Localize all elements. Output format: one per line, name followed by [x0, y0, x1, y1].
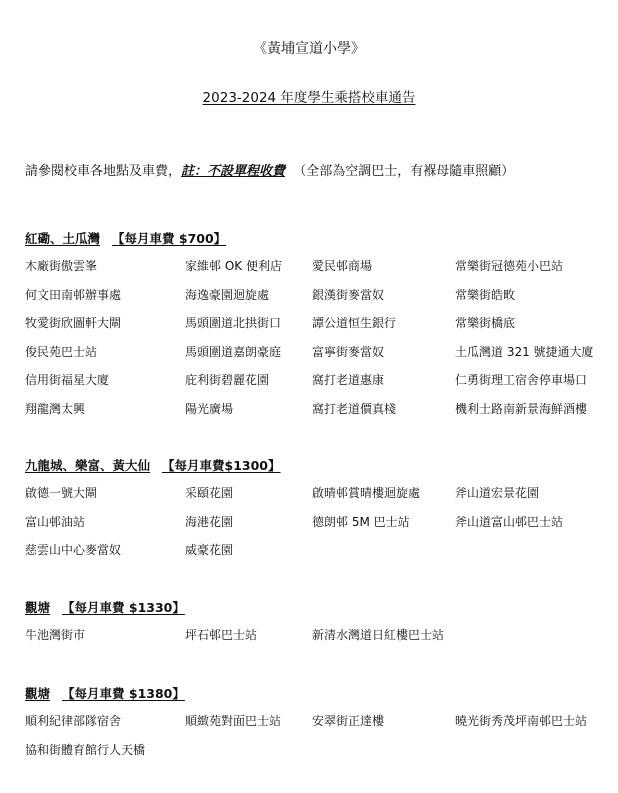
section-heading [25, 685, 610, 703]
section-fare: 【每月車費 $1330】 [62, 600, 185, 615]
stop-item: 庇利街碧麗花園 [185, 373, 270, 387]
section-area: 紅磡、土瓜灣 [25, 231, 101, 246]
section-fare: 【每月車費$1300】 [162, 458, 281, 473]
stop-item: 愛民邨商場 [312, 259, 373, 273]
stop-item: 斧山道宏景花園 [455, 486, 540, 500]
section-heading [25, 599, 610, 617]
stop-item: 安翠街正達樓 [312, 714, 385, 728]
stop-item: 啟德一號大閘 [25, 486, 98, 500]
intro-note: 註：不設單程收費 [181, 164, 286, 179]
stop-item: 何文田南邨辦事處 [25, 287, 122, 302]
section-heading [25, 457, 610, 475]
stop-item: 慈雲山中心麥當奴 [25, 543, 122, 557]
stop-item: 機利士路南新景海鮮酒樓 [455, 401, 588, 416]
stop-item: 協和街體育館行人天橋 [25, 742, 146, 757]
stop-item: 常樂街冠德苑小巴站 [455, 259, 564, 273]
stop-item: 銀漢街麥當奴 [312, 287, 385, 302]
stop-item: 德朗邨 5M 巴士站 [312, 514, 410, 529]
stop-item: 順利紀律部隊宿舍 [25, 714, 122, 728]
stop-grid [25, 713, 610, 770]
fare-section [25, 685, 610, 770]
stop-item: 木廠街傲雲峯 [25, 259, 98, 273]
stop-item: 譚公道恒生銀行 [312, 316, 397, 330]
stop-item: 仁勇街理工宿舍停車場口 [455, 373, 588, 387]
stop-item: 富山邨油站 [25, 514, 86, 529]
fare-section [25, 230, 610, 429]
intro-text: 請參閱校車各地點及車費， [25, 164, 182, 179]
stop-item: 順緻苑對面巴士站 [185, 714, 282, 728]
stop-item: 斧山道富山邨巴士站 [455, 514, 564, 529]
stop-item: 常樂街橋底 [455, 316, 516, 330]
stop-item: 翔龍灣太興 [25, 401, 86, 416]
stop-item: 馬頭圍道北拱街口 [185, 316, 282, 330]
stop-item: 牧愛街欣圖軒大閘 [25, 316, 122, 330]
stop-item: 陽光廣場 [185, 401, 234, 416]
section-area: 觀塘 [25, 686, 51, 701]
section-fare: 【每月車費 $1380】 [62, 686, 185, 701]
fare-section [25, 599, 610, 656]
stop-item: 窩打老道價真棧 [312, 401, 397, 416]
intro-remark: （全部為空調巴士，有褓母隨車照顧） [293, 164, 515, 179]
stop-item: 馬頭圍道嘉朗豪庭 [185, 344, 282, 359]
stop-item: 曉光街秀茂坪南邨巴士站 [455, 714, 588, 728]
stop-item: 啟晴邨賞晴樓迴旋處 [312, 486, 421, 500]
stop-item: 新清水灣道日紅樓巴士站 [312, 628, 445, 642]
stop-item: 海港花園 [185, 514, 234, 529]
notice-title [0, 89, 618, 107]
stop-item: 牛池灣街市 [25, 628, 86, 642]
school-name: 《黃埔宣道小學》 [253, 41, 365, 57]
section-area: 觀塘 [25, 600, 51, 615]
stop-grid [25, 627, 610, 656]
stop-item: 富寧街麥當奴 [312, 344, 385, 359]
stop-grid [25, 258, 610, 429]
stop-item: 家維邨 OK 便利店 [185, 259, 282, 273]
stop-grid [25, 485, 610, 571]
section-heading [25, 230, 610, 248]
intro-paragraph [25, 163, 514, 181]
notice-title-text: 2023-2024 年度學生乘搭校車通告 [202, 90, 416, 106]
fare-section [25, 457, 610, 571]
section-area: 九龍城、樂富、黃大仙 [25, 458, 151, 473]
stop-item: 采頤花園 [185, 486, 234, 500]
stop-item: 坪石邨巴士站 [185, 628, 258, 642]
stop-item: 土瓜灣道 321 號捷通大廈 [455, 344, 594, 359]
section-fare: 【每月車費 $700】 [112, 231, 227, 246]
stop-item: 信用街福星大廈 [25, 373, 110, 387]
stop-item: 海逸豪園迴旋處 [185, 287, 270, 302]
stop-item: 威豪花園 [185, 543, 234, 557]
stop-item: 俊民苑巴士站 [25, 344, 98, 359]
stop-item: 常樂街皓畋 [455, 287, 516, 302]
stop-item: 窩打老道惠康 [312, 373, 385, 387]
